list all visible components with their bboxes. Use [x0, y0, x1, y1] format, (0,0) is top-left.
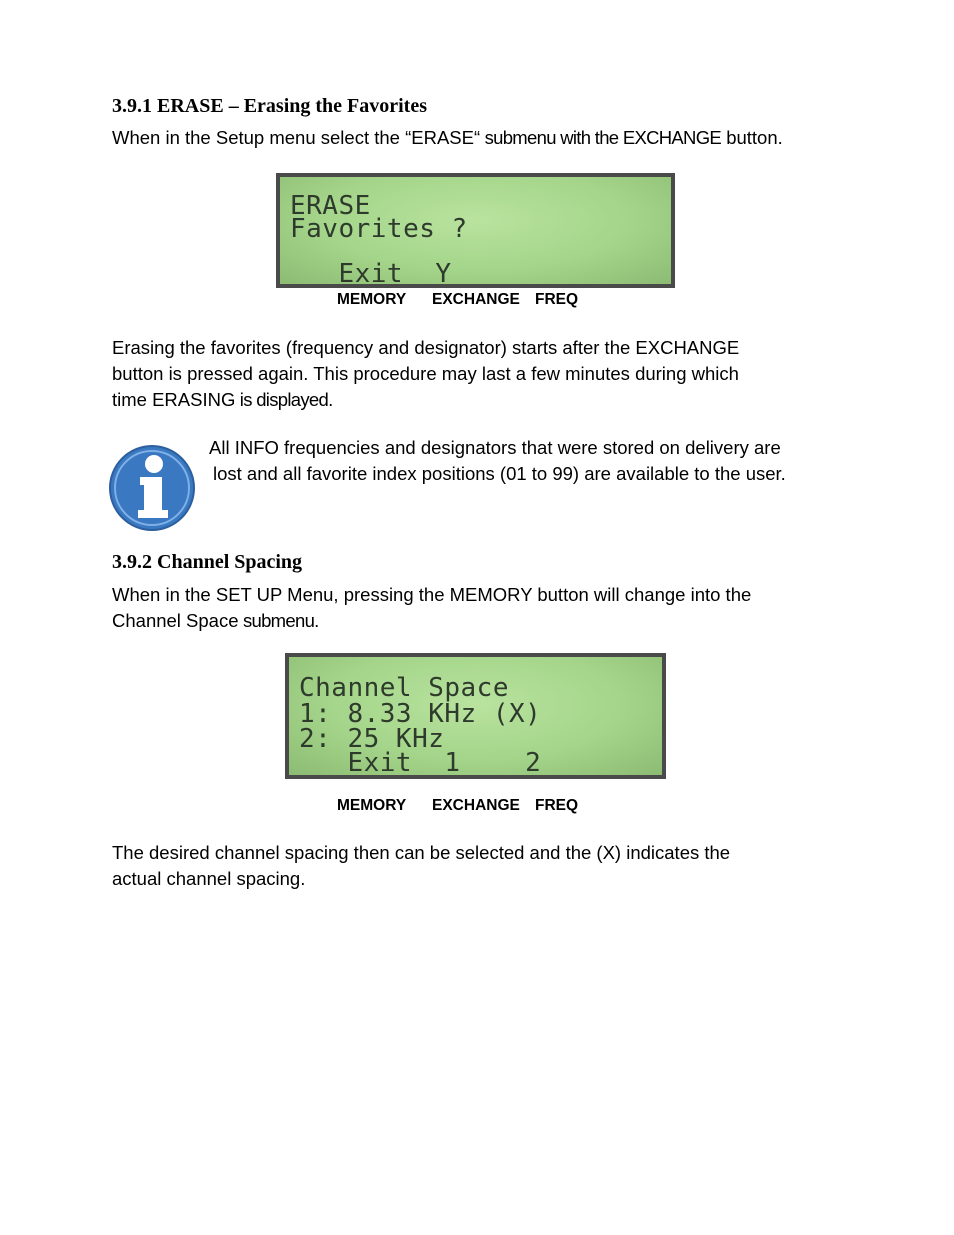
erase-body-paragraph — [112, 335, 739, 413]
lcd-erase-line-2: Favorites ? — [290, 214, 468, 244]
erase-body-line-2: button is pressed again. This procedure may last a few minutes during which — [112, 363, 739, 384]
spacing-intro-line-2a: Channel Space — [112, 610, 239, 631]
spacing-intro-line-1: When in the SET UP Menu, pressing the MEMORY button will change into the — [112, 584, 752, 605]
exchange-button-label: EXCHANGE — [432, 797, 520, 814]
info-note-paragraph — [209, 435, 786, 487]
lcd-erase-line-1: ERASE — [290, 191, 371, 221]
spacing-intro-line-2b: submenu. — [238, 610, 319, 631]
lcd-spacing-line-2: 1: 8.33 KHz (X) — [299, 699, 542, 729]
lcd-erase-display — [276, 173, 675, 288]
section-heading-spacing: 3.9.2 Channel Spacing — [112, 551, 303, 573]
erase-intro-text-b: submenu with the EXCHANGE — [480, 127, 722, 148]
freq-button-label: FREQ — [535, 291, 579, 308]
info-note-line-1: All INFO frequencies and designators that were stored on delivery are — [209, 437, 781, 458]
memory-button-label: MEMORY — [337, 797, 407, 814]
erase-body-line-3a: time ERASING — [112, 389, 236, 410]
erase-body-line-3b: is displayed. — [235, 389, 333, 410]
exchange-button-label: EXCHANGE — [432, 291, 520, 308]
lcd-spacing-line-4: Exit 1 2 — [299, 748, 542, 778]
spacing-intro-paragraph — [112, 582, 751, 634]
spacing-body-line-1: The desired channel spacing then can be selected and the (X) indicates the — [112, 842, 731, 863]
spacing-body-paragraph — [112, 840, 730, 892]
lcd-spacing-display — [285, 653, 666, 779]
info-note-line-2: lost and all favorite index positions (01 to 99) are available to the user. — [213, 463, 786, 484]
erase-body-line-1: Erasing the favorites (frequency and designator) starts after the EXCHANGE — [112, 337, 740, 358]
freq-button-label: FREQ — [535, 797, 579, 814]
erase-intro-text-c: button. — [721, 127, 783, 148]
info-icon — [108, 444, 196, 532]
spacing-body-line-2: actual channel spacing. — [112, 868, 306, 889]
lcd-erase-line-3: Exit Y — [290, 259, 452, 288]
erase-intro-paragraph — [112, 125, 783, 151]
erase-intro-text-a: When in the Setup menu select the “ERASE“ — [112, 127, 481, 148]
memory-button-label: MEMORY — [337, 291, 407, 308]
lcd-spacing-line-1: Channel Space — [299, 673, 509, 703]
lcd-spacing-line-3: 2: 25 KHz — [299, 724, 445, 754]
section-heading-erase: 3.9.1 ERASE – Erasing the Favorites — [112, 95, 427, 117]
